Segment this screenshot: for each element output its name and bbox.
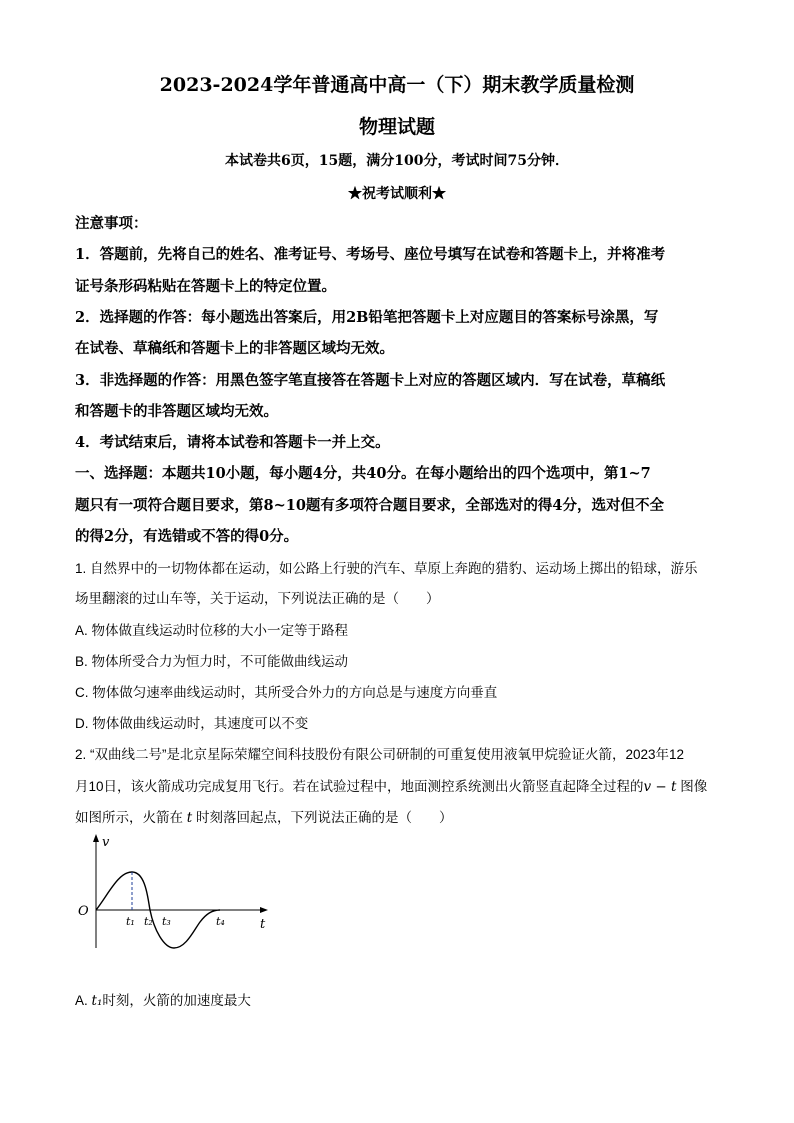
notes-line: 3．非选择题的作答：用黑色签字笔直接答在答题卡上对应的答题区域内．写在试卷，草稿纸 — [75, 372, 666, 389]
question-1-option-b: B. 物体所受合力为恒力时，不可能做曲线运动 — [75, 654, 349, 669]
question-1-stem: 场里翻滚的过山车等，关于运动，下列说法正确的是（ ） — [75, 591, 440, 606]
v-axis-label: v — [102, 835, 110, 850]
t2-label: t₂ — [144, 915, 153, 928]
notes-line: 证号条形码粘贴在答题卡上的特定位置。 — [75, 278, 336, 295]
t-symbol: t — [186, 810, 193, 826]
t-axis-arrow — [260, 907, 268, 913]
question-1-option-c: C. 物体做匀速率曲线运动时，其所受合外力的方向总是与速度方向垂直 — [75, 685, 498, 700]
question-1-option-a: A. 物体做直线运动时位移的大小一定等于路程 — [75, 623, 349, 638]
notes-line: 在试卷、草稿纸和答题卡上的非答题区域均无效。 — [75, 340, 394, 357]
t3-label: t₃ — [162, 915, 171, 928]
vt-symbol: v − t — [643, 779, 677, 795]
t4-label: t₄ — [216, 915, 225, 928]
vt-graph — [70, 830, 290, 960]
section-heading: 的得2分，有选错或不答的得0分。 — [75, 528, 299, 545]
question-1-stem: 1. 自然界中的一切物体都在运动，如公路上行驶的汽车、草原上奔跑的猎豹、运动场上掷出的铅球，游乐 — [75, 561, 698, 576]
question-2-text: 月10日，该火箭成功完成复用飞行。若在试验过程中，地面测控系统测出火箭竖直起降全过程的 — [75, 779, 644, 794]
question-2-stem — [75, 806, 725, 826]
notes-heading: 注意事项： — [75, 215, 148, 232]
t1-label: t₁ — [126, 915, 135, 928]
origin-label: O — [78, 904, 89, 919]
notes-line: 4．考试结束后，请将本试卷和答题卡一并上交。 — [75, 434, 390, 451]
question-2-stem: 2. “双曲线二号”是北京星际荣耀空间科技股份有限公司研制的可重复使用液氧甲烷验证火箭，2023年12 — [75, 747, 685, 762]
question-2-text: 时刻落回起点，下列说法正确的是（ ） — [192, 810, 453, 825]
question-2-stem — [75, 775, 725, 795]
question-2-text: 图像 — [676, 779, 708, 794]
v-axis-arrow — [93, 834, 99, 842]
section-heading: 一、选择题：本题共10小题，每小题4分，共40分。在每小题给出的四个选项中，第1~7 — [75, 465, 651, 482]
question-2-option-a — [75, 989, 725, 1009]
option-text: 时刻，火箭的加速度最大 — [102, 993, 251, 1008]
exam-title: 2023-2024学年普通高中高一（下）期末教学质量检测 — [159, 74, 635, 96]
section-heading: 题只有一项符合题目要求，第8~10题有多项符合题目要求，全部选对的得4分，选对但不全 — [75, 497, 665, 514]
t-axis-label: t — [260, 917, 266, 932]
exam-wish: ★祝考试顺利★ — [348, 186, 446, 202]
notes-line: 和答题卡的非答题区域均无效。 — [75, 403, 278, 420]
notes-line: 1．答题前，先将自己的姓名、准考证号、考场号、座位号填写在试卷和答题卡上，并将准考 — [75, 246, 666, 263]
option-letter: A. — [75, 993, 92, 1008]
vt-graph-svg — [70, 830, 290, 960]
exam-info: 本试卷共6页，15题，满分100分，考试时间75分钟． — [225, 153, 569, 169]
t1-symbol: t₁ — [91, 993, 103, 1009]
exam-subtitle: 物理试题 — [358, 116, 435, 138]
question-1-option-d: D. 物体做曲线运动时，其速度可以不变 — [75, 716, 309, 731]
question-2-text: 如图所示，火箭在 — [75, 810, 187, 825]
notes-line: 2．选择题的作答：每小题选出答案后，用2B铅笔把答题卡上对应题目的答案标号涂黑，写 — [75, 309, 659, 326]
